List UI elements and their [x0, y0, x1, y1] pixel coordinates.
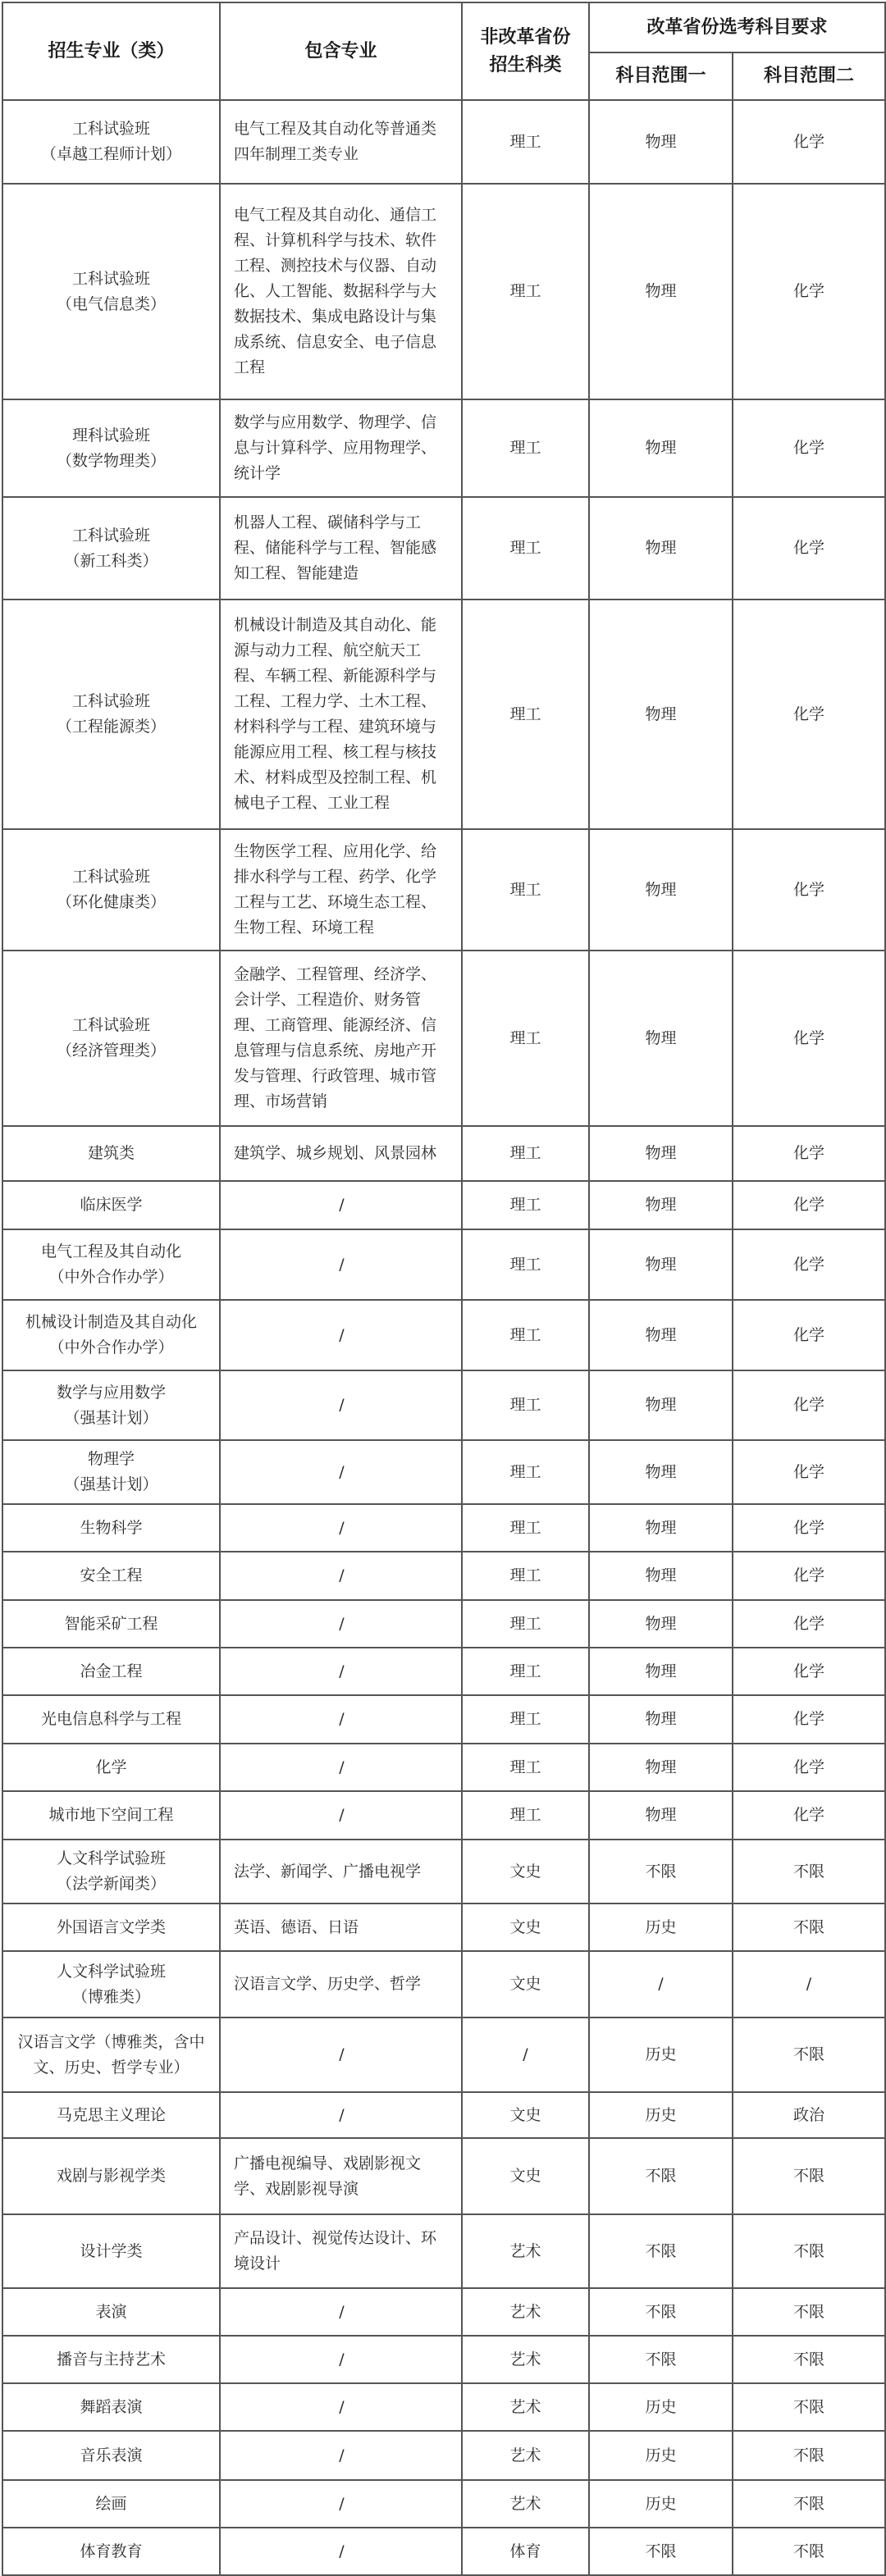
- cell-nonreform-category: 文史: [462, 1840, 589, 1904]
- major-name: 戏剧与影视学类: [56, 2167, 166, 2185]
- major-name: 人文科学试验班: [56, 1962, 166, 1981]
- major-subtitle: （强基计划）: [64, 1475, 158, 1493]
- cell-range-2: 不限: [733, 2288, 885, 2336]
- cell-range-1: 物理: [589, 184, 733, 399]
- major-subtitle: （法学新闻类）: [56, 1875, 166, 1893]
- major-subtitle: （中外合作办学）: [48, 1338, 174, 1356]
- cell-included-majors: 电气工程及其自动化、通信工程、计算机科学与技术、软件工程、测控技术与仪器、自动化、人工智能、数据科学与大数据技术、集成电路设计与集成系统、信息安全、电子信息工程: [220, 184, 462, 399]
- cell-nonreform-category: 文史: [462, 2138, 589, 2214]
- cell-included-majors: /: [220, 1440, 462, 1504]
- cell-included-majors: 建筑学、城乡规划、风景园林: [220, 1126, 462, 1181]
- table-row: [2, 184, 885, 399]
- cell-included-majors: /: [220, 2288, 462, 2336]
- cell-major: [2, 1791, 220, 1840]
- major-name: 数学与应用数学: [56, 1383, 166, 1402]
- table-row: [2, 2017, 885, 2092]
- cell-nonreform-category: 理工: [462, 1600, 589, 1648]
- cell-included-majors: /: [220, 1744, 462, 1791]
- cell-nonreform-category: 理工: [462, 1440, 589, 1504]
- cell-included-majors: /: [220, 2528, 462, 2575]
- cell-nonreform-category: 理工: [462, 1229, 589, 1300]
- table-row: [2, 399, 885, 497]
- major-name: 人文科学试验班: [56, 1849, 166, 1867]
- cell-range-1: 不限: [589, 2138, 733, 2214]
- cell-range-2: 不限: [733, 2336, 885, 2383]
- cell-range-1: 历史: [589, 2017, 733, 2092]
- cell-included-majors: 汉语言文学、历史学、哲学: [220, 1951, 462, 2017]
- cell-range-2: 化学: [733, 1181, 885, 1229]
- admission-subject-requirements-table: [2, 2, 886, 2576]
- cell-major: [2, 2214, 220, 2288]
- cell-range-1: 不限: [589, 2288, 733, 2336]
- cell-range-2: /: [733, 1951, 885, 2017]
- major-subtitle: （卓越工程师计划）: [40, 145, 181, 163]
- table-header: [2, 2, 885, 100]
- cell-major: [2, 2288, 220, 2336]
- table-row: [2, 1744, 885, 1791]
- header-range-2: 科目范围二: [733, 52, 885, 100]
- cell-included-majors: /: [220, 1229, 462, 1300]
- cell-range-2: 不限: [733, 1840, 885, 1904]
- cell-major: [2, 2017, 220, 2092]
- major-name: 外国语言文学类: [56, 1917, 166, 1936]
- cell-major: [2, 2138, 220, 2214]
- cell-range-2: 化学: [733, 1791, 885, 1840]
- cell-range-1: 历史: [589, 1904, 733, 1951]
- cell-included-majors: 电气工程及其自动化等普通类四年制理工类专业: [220, 100, 462, 184]
- major-name: 播音与主持艺术: [56, 2350, 166, 2369]
- cell-major: [2, 1229, 220, 1300]
- table-row: [2, 2383, 885, 2431]
- major-name: 光电信息科学与工程: [40, 1710, 181, 1728]
- major-name: 绘画: [95, 2494, 127, 2513]
- cell-nonreform-category: 艺术: [462, 2480, 589, 2528]
- cell-nonreform-category: 文史: [462, 1951, 589, 2017]
- cell-included-majors: /: [220, 2431, 462, 2480]
- cell-included-majors: /: [220, 1300, 462, 1370]
- cell-range-2: 化学: [733, 1126, 885, 1181]
- major-name: 音乐表演: [80, 2446, 143, 2464]
- cell-major: [2, 1695, 220, 1744]
- cell-range-2: 化学: [733, 951, 885, 1126]
- cell-included-majors: 数学与应用数学、物理学、信息与计算科学、应用物理学、统计学: [220, 399, 462, 497]
- cell-nonreform-category: 艺术: [462, 2288, 589, 2336]
- cell-range-2: 化学: [733, 1440, 885, 1504]
- table-row: [2, 1370, 885, 1440]
- cell-major: [2, 951, 220, 1126]
- cell-included-majors: /: [220, 1600, 462, 1648]
- table-row: [2, 600, 885, 829]
- cell-nonreform-category: 理工: [462, 1695, 589, 1744]
- major-name: 工科试验班: [71, 120, 150, 138]
- cell-range-2: 化学: [733, 1229, 885, 1300]
- header-range-1: 科目范围一: [589, 52, 733, 100]
- cell-nonreform-category: 理工: [462, 1181, 589, 1229]
- cell-nonreform-category: 理工: [462, 100, 589, 184]
- cell-range-2: 不限: [733, 2528, 885, 2575]
- header-reform-group: 改革省份选考科目要求: [589, 2, 885, 52]
- table-row: [2, 100, 885, 184]
- major-name: 汉语言文学（博雅类，含中文、历史、哲学专业）: [17, 2032, 205, 2077]
- major-name: 安全工程: [80, 1566, 143, 1584]
- major-subtitle: （经济管理类）: [56, 1042, 166, 1060]
- cell-range-2: 化学: [733, 1504, 885, 1552]
- cell-nonreform-category: 理工: [462, 951, 589, 1126]
- cell-major: [2, 399, 220, 497]
- cell-range-1: 物理: [589, 1229, 733, 1300]
- table-row: [2, 1504, 885, 1552]
- cell-major: [2, 1126, 220, 1181]
- major-name: 马克思主义理论: [56, 2105, 166, 2124]
- major-name: 工科试验班: [71, 269, 150, 288]
- cell-major: [2, 1370, 220, 1440]
- table-row: [2, 1181, 885, 1229]
- cell-range-2: 化学: [733, 1552, 885, 1600]
- cell-range-1: 物理: [589, 1552, 733, 1600]
- table-row: [2, 1904, 885, 1951]
- cell-included-majors: /: [220, 2017, 462, 2092]
- cell-major: [2, 1744, 220, 1791]
- cell-range-2: 不限: [733, 1904, 885, 1951]
- cell-nonreform-category: 理工: [462, 1126, 589, 1181]
- cell-range-1: 物理: [589, 600, 733, 829]
- cell-range-2: 不限: [733, 2383, 885, 2431]
- cell-nonreform-category: 理工: [462, 497, 589, 600]
- cell-major: [2, 1300, 220, 1370]
- cell-range-1: 物理: [589, 1370, 733, 1440]
- major-name: 智能采矿工程: [64, 1614, 158, 1633]
- cell-range-1: 不限: [589, 2336, 733, 2383]
- table-row: [2, 1229, 885, 1300]
- major-name: 化学: [95, 1758, 127, 1776]
- cell-major: [2, 2431, 220, 2480]
- table-row: [2, 2138, 885, 2214]
- table-row: [2, 1951, 885, 2017]
- cell-nonreform-category: 理工: [462, 1744, 589, 1791]
- cell-major: [2, 2383, 220, 2431]
- cell-major: [2, 1648, 220, 1695]
- table-row: [2, 1791, 885, 1840]
- cell-range-1: 物理: [589, 1648, 733, 1695]
- cell-major: [2, 1840, 220, 1904]
- cell-range-1: 物理: [589, 1791, 733, 1840]
- cell-included-majors: /: [220, 2092, 462, 2138]
- major-subtitle: （中外合作办学）: [48, 1268, 174, 1286]
- table-body: [2, 100, 885, 2575]
- cell-range-1: 物理: [589, 100, 733, 184]
- cell-major: [2, 2336, 220, 2383]
- table-row: [2, 1695, 885, 1744]
- major-subtitle: （强基计划）: [64, 1408, 158, 1427]
- cell-major: [2, 2480, 220, 2528]
- table-row: [2, 1840, 885, 1904]
- major-name: 冶金工程: [80, 1662, 143, 1680]
- major-name: 理科试验班: [71, 426, 150, 445]
- cell-major: [2, 497, 220, 600]
- cell-nonreform-category: 理工: [462, 1370, 589, 1440]
- cell-major: [2, 1504, 220, 1552]
- cell-range-1: 历史: [589, 2092, 733, 2138]
- major-name: 工科试验班: [71, 1016, 150, 1034]
- cell-included-majors: 生物医学工程、应用化学、给排水科学与工程、药学、化学工程与工艺、环境生态工程、生物工程、环境工程: [220, 829, 462, 951]
- cell-included-majors: /: [220, 1504, 462, 1552]
- cell-range-1: 物理: [589, 497, 733, 600]
- cell-range-1: 不限: [589, 2528, 733, 2575]
- table-row: [2, 1600, 885, 1648]
- cell-range-1: 历史: [589, 2431, 733, 2480]
- cell-major: [2, 2092, 220, 2138]
- cell-included-majors: 法学、新闻学、广播电视学: [220, 1840, 462, 1904]
- table-row: [2, 2528, 885, 2575]
- cell-range-2: 化学: [733, 600, 885, 829]
- cell-major: [2, 1181, 220, 1229]
- cell-range-2: 化学: [733, 497, 885, 600]
- cell-range-2: 化学: [733, 829, 885, 951]
- major-name: 工科试验班: [71, 692, 150, 710]
- cell-range-2: 政治: [733, 2092, 885, 2138]
- cell-range-1: 物理: [589, 1600, 733, 1648]
- header-nonreform-line2: 招生科类: [489, 54, 562, 75]
- cell-nonreform-category: 理工: [462, 600, 589, 829]
- major-name: 机械设计制造及其自动化: [25, 1313, 197, 1331]
- cell-nonreform-category: 艺术: [462, 2383, 589, 2431]
- cell-included-majors: /: [220, 1370, 462, 1440]
- cell-included-majors: 机器人工程、碳储科学与工程、储能科学与工程、智能感知工程、智能建造: [220, 497, 462, 600]
- cell-range-2: 不限: [733, 2138, 885, 2214]
- major-name: 工科试验班: [71, 526, 150, 545]
- cell-major: [2, 600, 220, 829]
- cell-included-majors: /: [220, 2336, 462, 2383]
- major-name: 体育教育: [80, 2542, 143, 2560]
- major-subtitle: （环化健康类）: [56, 893, 166, 911]
- major-subtitle: （新工科类）: [64, 551, 158, 570]
- cell-range-1: 物理: [589, 1300, 733, 1370]
- cell-range-1: /: [589, 1951, 733, 2017]
- cell-range-1: 物理: [589, 951, 733, 1126]
- cell-included-majors: /: [220, 2480, 462, 2528]
- cell-included-majors: /: [220, 1648, 462, 1695]
- header-nonreform-line1: 非改革省份: [480, 26, 571, 48]
- cell-nonreform-category: 理工: [462, 1504, 589, 1552]
- table-row: [2, 829, 885, 951]
- cell-major: [2, 1951, 220, 2017]
- table-row: [2, 1648, 885, 1695]
- header-included-majors: 包含专业: [220, 2, 462, 100]
- cell-nonreform-category: 艺术: [462, 2431, 589, 2480]
- major-name: 临床医学: [80, 1196, 143, 1214]
- cell-included-majors: 产品设计、视觉传达设计、环境设计: [220, 2214, 462, 2288]
- cell-range-2: 不限: [733, 2214, 885, 2288]
- major-name: 设计学类: [80, 2241, 143, 2260]
- major-name: 建筑类: [87, 1144, 135, 1162]
- cell-range-1: 物理: [589, 1695, 733, 1744]
- cell-nonreform-category: 理工: [462, 1648, 589, 1695]
- cell-range-1: 不限: [589, 2214, 733, 2288]
- cell-included-majors: /: [220, 1791, 462, 1840]
- cell-nonreform-category: 理工: [462, 1552, 589, 1600]
- major-name: 城市地下空间工程: [48, 1806, 174, 1824]
- cell-nonreform-category: 艺术: [462, 2214, 589, 2288]
- cell-range-2: 不限: [733, 2431, 885, 2480]
- major-name: 舞蹈表演: [80, 2397, 143, 2416]
- cell-range-1: 物理: [589, 399, 733, 497]
- cell-nonreform-category: 文史: [462, 1904, 589, 1951]
- cell-included-majors: /: [220, 2383, 462, 2431]
- cell-range-2: 化学: [733, 184, 885, 399]
- cell-range-2: 不限: [733, 2480, 885, 2528]
- cell-included-majors: /: [220, 1695, 462, 1744]
- table-row: [2, 1440, 885, 1504]
- major-subtitle: （工程能源类）: [56, 718, 166, 736]
- cell-major: [2, 829, 220, 951]
- table-row: [2, 2092, 885, 2138]
- cell-major: [2, 1552, 220, 1600]
- cell-range-2: 化学: [733, 100, 885, 184]
- major-subtitle: （博雅类）: [71, 1987, 150, 2006]
- table-row: [2, 1552, 885, 1600]
- cell-nonreform-category: 文史: [462, 2092, 589, 2138]
- cell-range-1: 不限: [589, 1840, 733, 1904]
- cell-nonreform-category: 理工: [462, 829, 589, 951]
- major-name: 电气工程及其自动化: [40, 1242, 181, 1261]
- cell-range-1: 历史: [589, 2383, 733, 2431]
- cell-nonreform-category: 艺术: [462, 2336, 589, 2383]
- cell-range-2: 化学: [733, 1648, 885, 1695]
- table-row: [2, 2288, 885, 2336]
- table-row: [2, 951, 885, 1126]
- cell-major: [2, 1440, 220, 1504]
- cell-nonreform-category: 理工: [462, 184, 589, 399]
- cell-range-1: 物理: [589, 1126, 733, 1181]
- cell-included-majors: /: [220, 1181, 462, 1229]
- major-name: 表演: [95, 2302, 127, 2321]
- cell-range-1: 物理: [589, 1504, 733, 1552]
- cell-range-2: 化学: [733, 399, 885, 497]
- cell-included-majors: 金融学、工程管理、经济学、会计学、工程造价、财务管理、工商管理、能源经济、信息管理与信息系统、房地产开发与管理、行政管理、城市管理、市场营销: [220, 951, 462, 1126]
- cell-nonreform-category: /: [462, 2017, 589, 2092]
- cell-range-2: 化学: [733, 1600, 885, 1648]
- cell-nonreform-category: 理工: [462, 1791, 589, 1840]
- cell-range-1: 物理: [589, 1440, 733, 1504]
- cell-range-1: 物理: [589, 829, 733, 951]
- cell-range-1: 历史: [589, 2480, 733, 2528]
- cell-range-1: 物理: [589, 1744, 733, 1791]
- table-row: [2, 2336, 885, 2383]
- table-row: [2, 2480, 885, 2528]
- cell-range-2: 化学: [733, 1370, 885, 1440]
- cell-range-1: 物理: [589, 1181, 733, 1229]
- table-row: [2, 2431, 885, 2480]
- cell-included-majors: 广播电视编导、戏剧影视文学、戏剧影视导演: [220, 2138, 462, 2214]
- cell-nonreform-category: 理工: [462, 1300, 589, 1370]
- cell-major: [2, 100, 220, 184]
- cell-major: [2, 184, 220, 399]
- table-row: [2, 1126, 885, 1181]
- major-subtitle: （数学物理类）: [56, 451, 166, 470]
- cell-range-2: 不限: [733, 2017, 885, 2092]
- cell-included-majors: /: [220, 1552, 462, 1600]
- table-row: [2, 2214, 885, 2288]
- major-name: 生物科学: [80, 1518, 143, 1537]
- cell-included-majors: 英语、德语、日语: [220, 1904, 462, 1951]
- table-row: [2, 1300, 885, 1370]
- cell-range-2: 化学: [733, 1300, 885, 1370]
- major-name: 物理学: [87, 1450, 135, 1468]
- cell-nonreform-category: 体育: [462, 2528, 589, 2575]
- header-nonreform-category: [462, 2, 589, 100]
- cell-range-2: 化学: [733, 1695, 885, 1744]
- cell-range-2: 化学: [733, 1744, 885, 1791]
- cell-nonreform-category: 理工: [462, 399, 589, 497]
- cell-included-majors: 机械设计制造及其自动化、能源与动力工程、航空航天工程、车辆工程、新能源科学与工程、工程力学、土木工程、材料科学与工程、建筑环境与能源应用工程、核工程与核技术、材料成型及控制工程、机械电子工程、工业工程: [220, 600, 462, 829]
- cell-major: [2, 2528, 220, 2575]
- table-row: [2, 497, 885, 600]
- header-major: 招生专业（类）: [2, 2, 220, 100]
- cell-major: [2, 1600, 220, 1648]
- major-subtitle: （电气信息类）: [56, 294, 166, 313]
- cell-major: [2, 1904, 220, 1951]
- major-name: 工科试验班: [71, 868, 150, 886]
